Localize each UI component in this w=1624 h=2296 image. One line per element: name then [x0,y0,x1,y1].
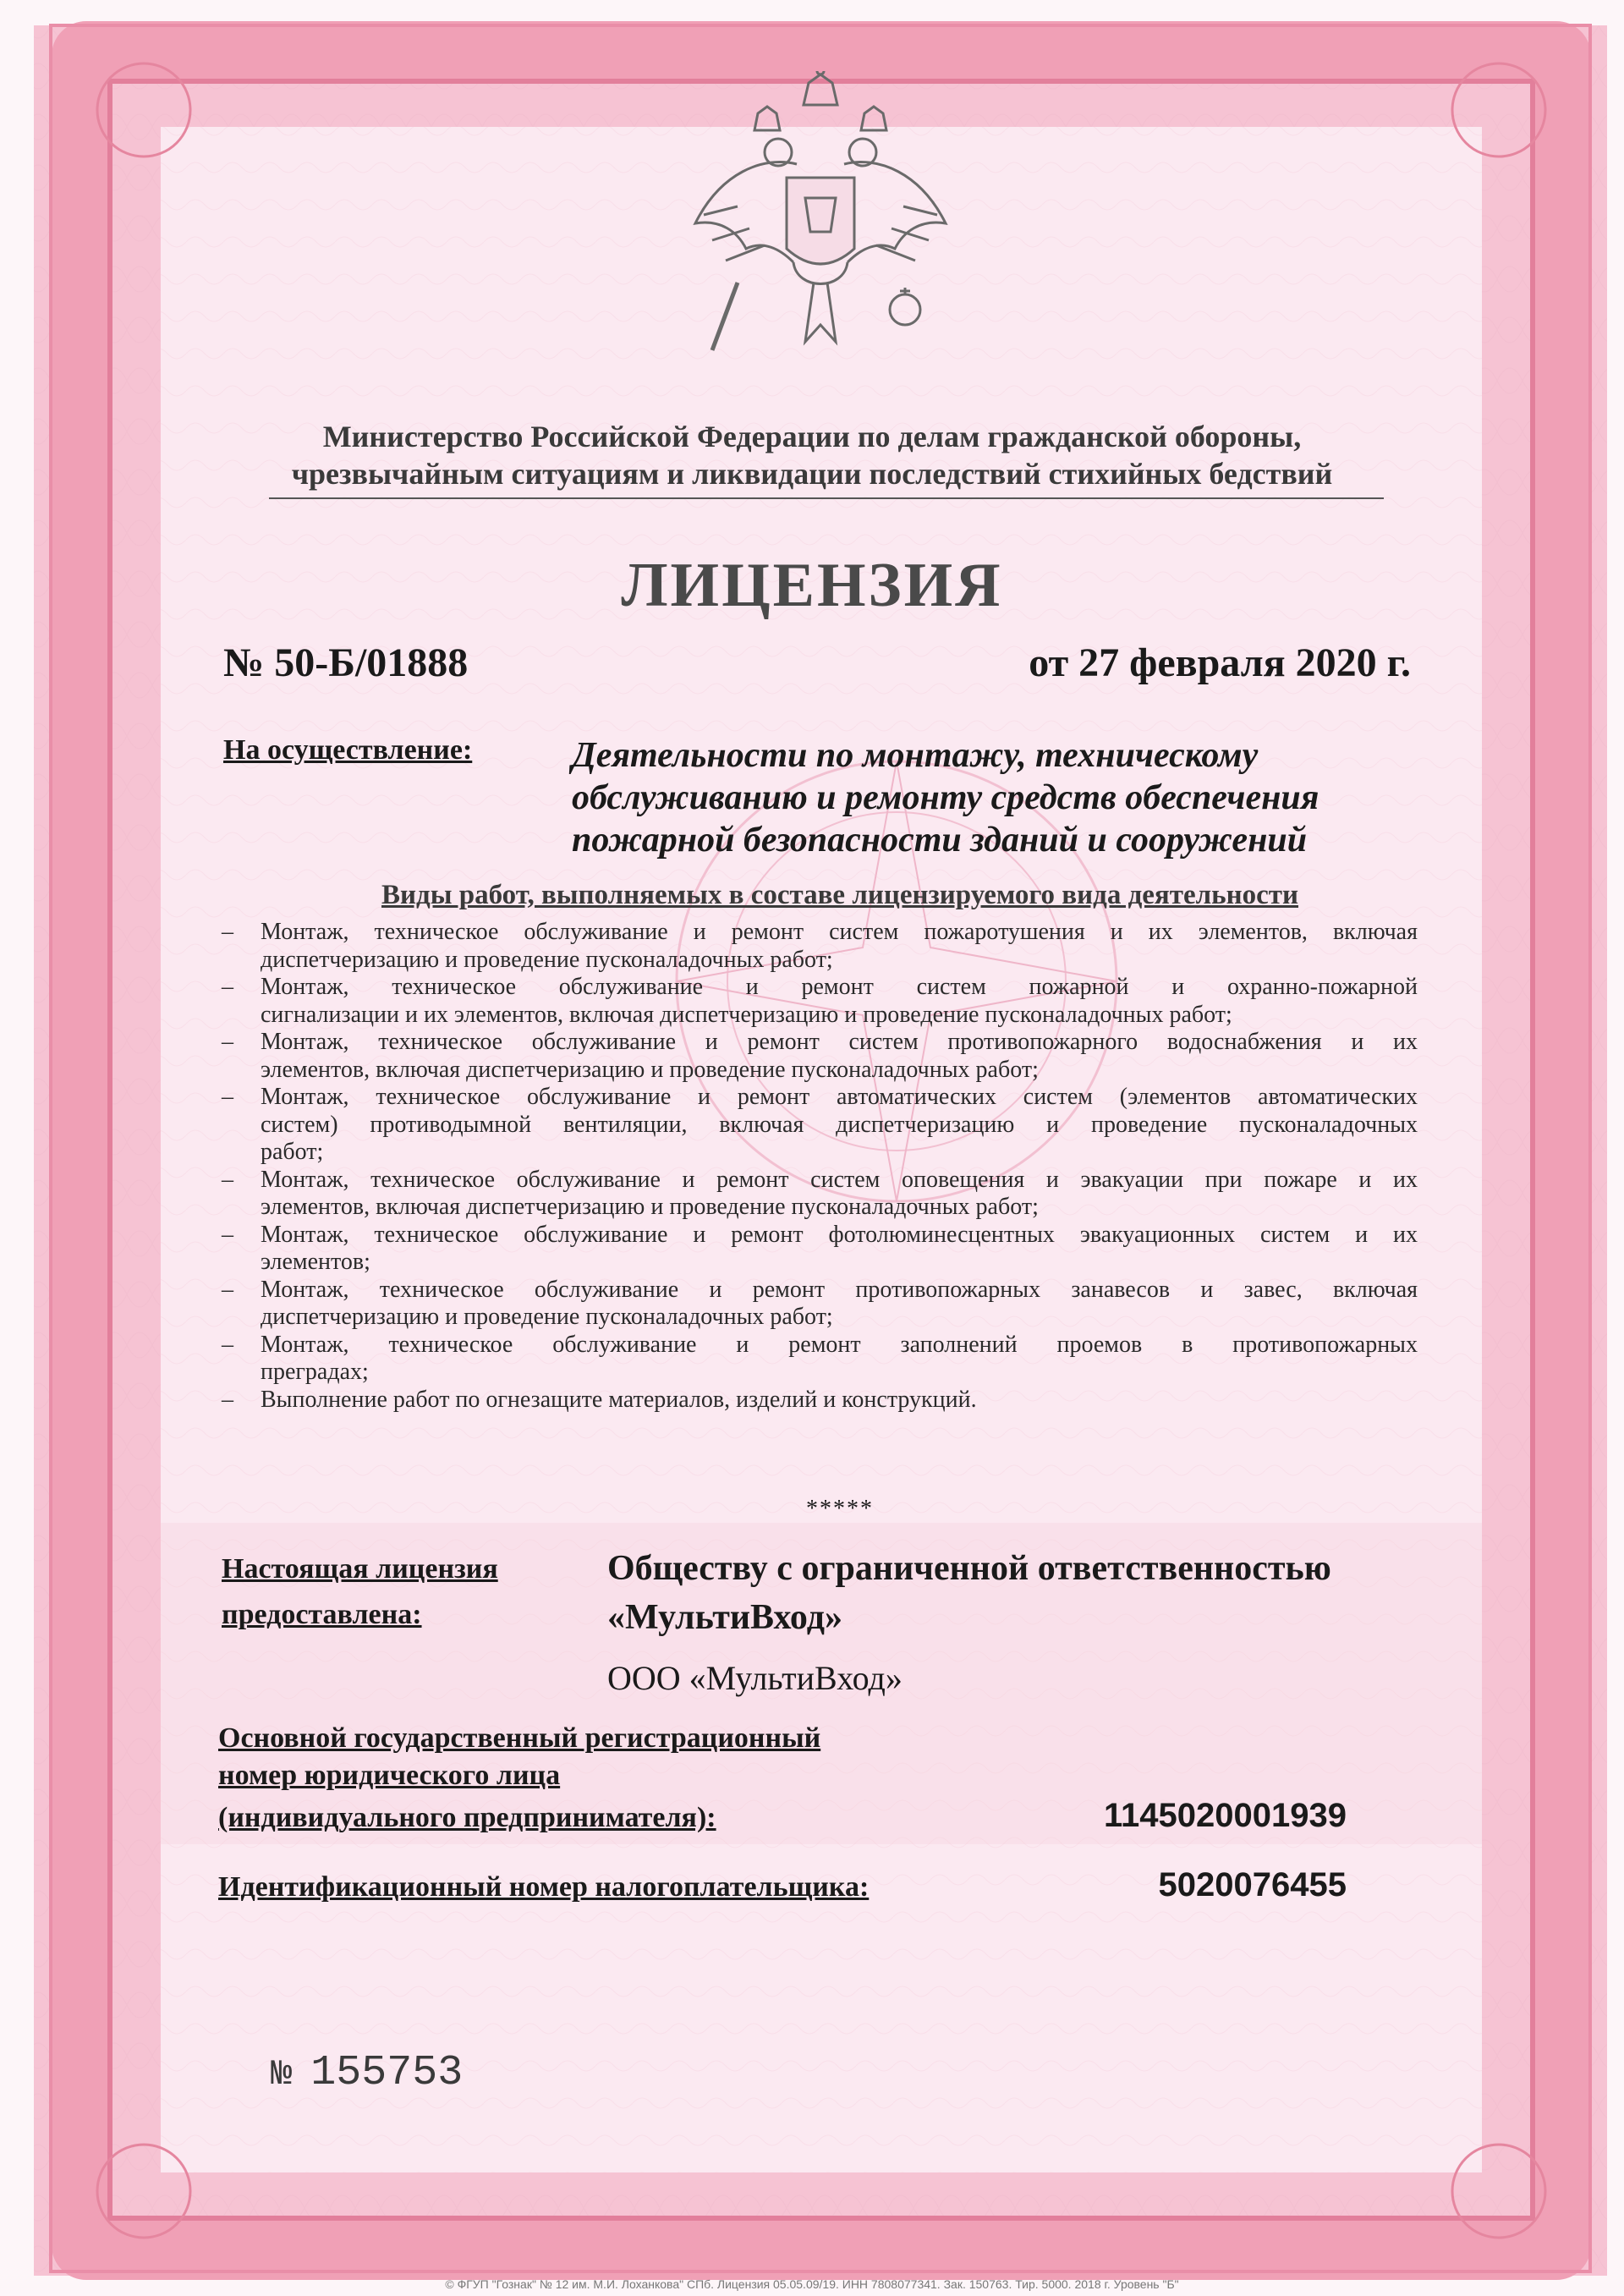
work-item-line: Монтаж, техническое обслуживание и ремонт заполнений проемов в противопожарных [261,1331,1418,1358]
grantee-label-line-2: предоставлена: [222,1599,422,1630]
license-date: от 27 февраля 2020 г. [1029,640,1411,685]
work-item-line: Монтаж, техническое обслуживание и ремонт систем противопожарного водоснабжения и их [261,1029,1418,1055]
work-item-line: элементов, включая диспетчеризацию и проведение пусконаладочных работ; [261,1056,1039,1083]
double-headed-eagle-emblem-icon [687,71,954,376]
ogrn-value: 1145020001939 [1104,1797,1347,1834]
number-sign: № [271,2054,293,2095]
work-item [222,919,1418,974]
work-item-line: работ; [261,1139,324,1165]
ministry-underline [269,497,1384,499]
work-item [222,1332,1418,1387]
list-dash: – [222,1386,233,1413]
work-item-line: систем) противодымной вентиляции, включая диспетчеризацию и проведение пусконаладочных [261,1111,1418,1138]
work-item-line: Монтаж, техническое обслуживание и ремонт фотолюминесцентных эвакуационных систем и их [261,1221,1418,1248]
ogrn-label-line-2: номер юридического лица [218,1760,561,1791]
work-item [222,974,1418,1029]
ogrn-label-line-3: (индивидуального предпринимателя): [218,1802,716,1833]
form-serial-value: 155753 [310,2049,464,2097]
work-item-line: элементов; [261,1249,370,1275]
activity-description-line: Деятельности по монтажу, техническому [572,736,1259,775]
work-item-line: сигнализации и их элементов, включая диспетчеризацию и проведение пусконаладочных работ; [261,1001,1232,1028]
form-serial-number [271,2049,463,2097]
license-number: № 50-Б/01888 [223,640,469,685]
work-item-line: преградах; [261,1359,369,1385]
work-item-line: Монтаж, техническое обслуживание и ремонт систем пожаротушения и их элементов, включая [261,919,1418,945]
work-item [222,1029,1418,1084]
work-item [222,1084,1418,1167]
work-item-line: Монтаж, техническое обслуживание и ремонт автоматических систем (элементов автоматических [261,1084,1418,1110]
work-item [222,1277,1418,1332]
list-dash: – [222,1029,233,1055]
grantee-name-line-1: Обществу с ограниченной ответственностью [607,1549,1331,1588]
inn-label: Идентификационный номер налогоплательщика: [218,1871,870,1903]
activity-description-line: пожарной безопасности зданий и сооружений [572,821,1308,860]
ministry-name-line-2: чрезвычайным ситуациям и ликвидации последствий стихийных бедствий [291,457,1333,491]
section-separator: ***** [806,1496,874,1522]
inn-value: 5020076455 [1158,1866,1347,1903]
printer-imprint: © ФГУП "Гознак" № 12 им. М.И. Лоханкова" СПб. Лицензия 05.05.09/19. ИНН 7808077341. Зак. 150763. Тир. 5000. 2018 г. Уровень "Б" [445,2277,1179,2291]
work-item-line: Монтаж, техническое обслуживание и ремонт систем оповещения и эвакуации при пожаре и их [261,1166,1418,1193]
ministry-name-line-1: Министерство Российской Федерации по делам гражданской обороны, [322,420,1302,453]
work-item-line: Монтаж, техническое обслуживание и ремонт систем пожарной и охранно-пожарной [261,974,1418,1000]
list-dash: – [222,1084,233,1110]
work-item [222,1167,1418,1222]
document-title: ЛИЦЕНЗИЯ [621,551,1003,620]
work-item-line: диспетчеризацию и проведение пусконаладочных работ; [261,946,833,973]
work-item-line: Монтаж, техническое обслуживание и ремонт противопожарных занавесов и завес, включая [261,1276,1418,1303]
list-dash: – [222,1166,233,1193]
ogrn-label-line-1: Основной государственный регистрационный [218,1722,821,1754]
works-heading: Виды работ, выполняемых в составе лицензируемого вида деятельности [381,880,1298,910]
grantee-label-line-1: Настоящая лицензия [222,1553,498,1585]
grantee-name-line-2: «МультиВход» [607,1598,842,1637]
list-dash: – [222,1331,233,1358]
list-dash: – [222,1276,233,1303]
list-dash: – [222,919,233,945]
works-list [222,919,1418,1414]
work-item-line: диспетчеризацию и проведение пусконаладочных работ; [261,1304,833,1330]
work-item-line: Выполнение работ по огнезащите материалов, изделий и конструкций. [261,1386,977,1413]
work-item [222,1222,1418,1277]
activity-label: На осуществление: [223,734,473,766]
list-dash: – [222,974,233,1000]
list-dash: – [222,1221,233,1248]
work-item-line: элементов, включая диспетчеризацию и проведение пусконаладочных работ; [261,1194,1039,1220]
activity-description-line: обслуживанию и ремонту средств обеспечения [572,778,1320,817]
work-item [222,1387,1418,1414]
grantee-short-name: ООО «МультиВход» [607,1659,903,1697]
